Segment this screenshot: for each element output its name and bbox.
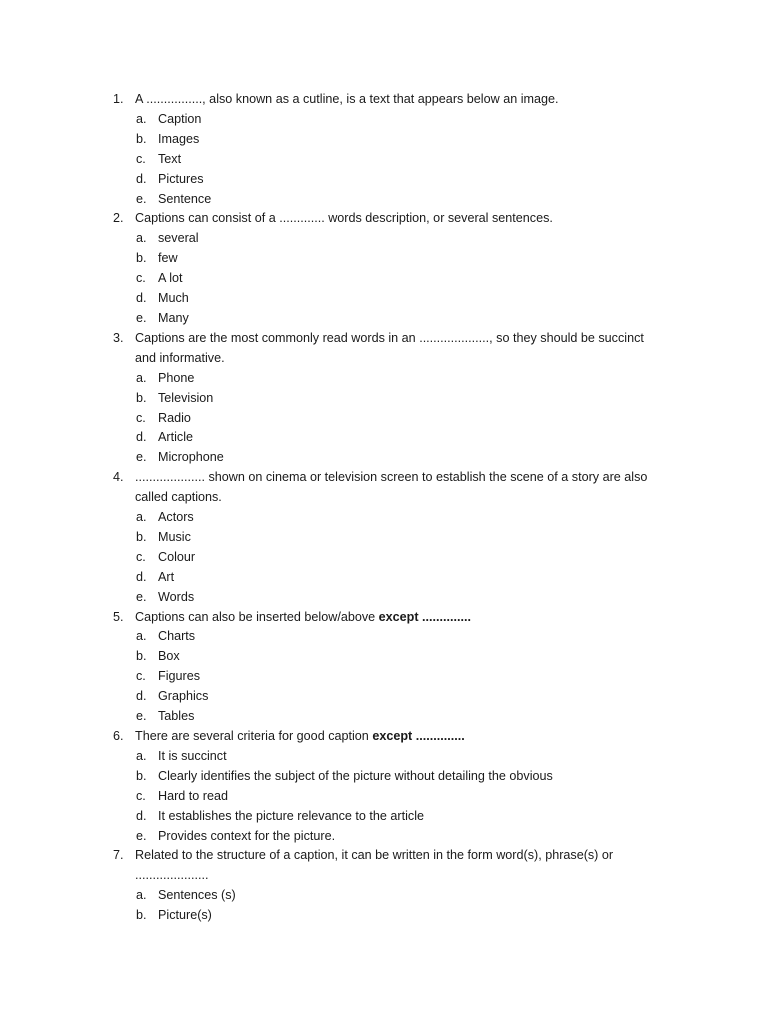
answer-option <box>0 190 768 210</box>
option-letter: a. <box>136 888 147 903</box>
answer-option <box>0 627 768 647</box>
question-text-main: Captions can also be inserted below/above <box>135 609 379 624</box>
option-letter: b. <box>136 390 147 405</box>
answer-option <box>0 667 768 687</box>
option-text: Text <box>158 151 182 166</box>
question-list <box>0 90 768 926</box>
question-number: 5. <box>113 609 124 624</box>
answer-option <box>0 389 768 409</box>
option-text: It is succinct <box>158 748 227 763</box>
option-text: Words <box>158 589 195 604</box>
answer-option <box>0 767 768 787</box>
question-stem <box>0 846 768 886</box>
option-text: A lot <box>158 271 183 286</box>
option-letter: c. <box>136 151 146 166</box>
question-stem <box>0 209 768 229</box>
answer-option <box>0 428 768 448</box>
question-6 <box>0 727 768 846</box>
answer-option <box>0 787 768 807</box>
option-text: few <box>158 251 178 266</box>
answer-option <box>0 309 768 329</box>
answer-option <box>0 747 768 767</box>
option-letter: b. <box>136 251 147 266</box>
answer-option <box>0 289 768 309</box>
question-text <box>135 90 665 110</box>
option-text: Images <box>158 131 200 146</box>
option-text: Sentences (s) <box>158 888 236 903</box>
question-7 <box>0 846 768 926</box>
option-text: Colour <box>158 549 196 564</box>
question-text-main: Captions are the most commonly read words in an ...................., so they should be succinct and informative. <box>135 330 648 365</box>
option-letter: a. <box>136 370 147 385</box>
option-letter: c. <box>136 271 146 286</box>
question-text <box>135 727 665 747</box>
option-text: Pictures <box>158 171 204 186</box>
answer-option <box>0 807 768 827</box>
option-text: Tables <box>158 709 195 724</box>
option-text: It establishes the picture relevance to the article <box>158 808 425 823</box>
answer-option <box>0 647 768 667</box>
option-letter: a. <box>136 231 147 246</box>
answer-option <box>0 906 768 926</box>
option-text: Radio <box>158 410 191 425</box>
question-number: 1. <box>113 92 124 106</box>
option-letter: e. <box>136 589 147 604</box>
question-text <box>135 846 665 886</box>
answer-option <box>0 170 768 190</box>
question-text-emphasis: except .............. <box>372 729 465 743</box>
answer-option <box>0 130 768 150</box>
option-letter: d. <box>136 291 147 306</box>
option-letter: a. <box>136 629 147 644</box>
question-5 <box>0 608 768 727</box>
answer-option <box>0 249 768 269</box>
option-text: Article <box>158 430 193 445</box>
option-text: Graphics <box>158 689 209 704</box>
option-text: Television <box>158 390 214 405</box>
option-letter: c. <box>136 788 146 803</box>
question-stem <box>0 90 768 110</box>
answer-options <box>0 229 768 329</box>
question-1 <box>0 90 768 209</box>
answer-option <box>0 548 768 568</box>
question-text <box>135 329 665 369</box>
answer-option <box>0 229 768 249</box>
question-text-main: There are several criteria for good caption <box>135 729 373 743</box>
question-stem <box>0 468 768 508</box>
answer-option <box>0 110 768 130</box>
question-number: 2. <box>113 211 124 226</box>
question-stem <box>0 329 768 369</box>
option-letter: e. <box>136 191 147 206</box>
option-text: Picture(s) <box>158 908 212 923</box>
option-letter: a. <box>136 510 147 525</box>
option-letter: a. <box>136 748 147 763</box>
option-letter: d. <box>136 430 147 445</box>
question-stem <box>0 608 768 628</box>
answer-option <box>0 528 768 548</box>
option-text: Much <box>158 291 189 306</box>
option-text: Microphone <box>158 450 224 465</box>
question-text-main: Captions can consist of a ............. words description, or several sentences. <box>135 211 553 226</box>
question-text-main: .................... shown on cinema or television screen to establish the scene of a story are also called captions. <box>135 470 651 505</box>
question-text-main: Related to the structure of a caption, it can be written in the form word(s), phrase(s) or ..................... <box>135 848 617 883</box>
question-4 <box>0 468 768 607</box>
option-letter: e. <box>136 450 147 465</box>
option-text: Caption <box>158 111 202 126</box>
option-letter: d. <box>136 569 147 584</box>
answer-options <box>0 110 768 210</box>
question-text <box>135 209 665 229</box>
question-number: 3. <box>113 330 124 345</box>
answer-option <box>0 827 768 847</box>
answer-option <box>0 588 768 608</box>
question-stem <box>0 727 768 747</box>
option-letter: e. <box>136 709 147 724</box>
option-letter: b. <box>136 649 147 664</box>
question-text-emphasis: except .............. <box>378 609 472 624</box>
option-letter: b. <box>136 529 147 544</box>
question-text <box>135 468 665 508</box>
answer-option <box>0 568 768 588</box>
option-text: Hard to read <box>158 788 229 803</box>
answer-option <box>0 687 768 707</box>
question-number: 4. <box>113 470 124 485</box>
option-letter: d. <box>136 689 147 704</box>
option-text: Box <box>158 649 180 664</box>
question-2 <box>0 209 768 328</box>
option-text: Art <box>158 569 175 584</box>
answer-option <box>0 269 768 289</box>
option-text: Music <box>158 529 191 544</box>
option-letter: c. <box>136 549 146 564</box>
option-letter: e. <box>136 310 147 325</box>
answer-options <box>0 886 768 926</box>
answer-options <box>0 747 768 847</box>
answer-options <box>0 627 768 727</box>
answer-option <box>0 448 768 468</box>
question-text-main: A ................, also known as a cutline, is a text that appears below an image. <box>135 92 559 106</box>
option-letter: e. <box>136 828 147 843</box>
question-number: 7. <box>113 848 124 863</box>
answer-options <box>0 508 768 608</box>
option-text: several <box>158 231 199 246</box>
answer-option <box>0 886 768 906</box>
answer-options <box>0 369 768 469</box>
answer-option <box>0 409 768 429</box>
answer-option <box>0 150 768 170</box>
option-text: Clearly identifies the subject of the picture without detailing the obvious <box>158 768 553 783</box>
question-3 <box>0 329 768 468</box>
option-letter: c. <box>136 669 146 684</box>
question-text <box>135 608 665 628</box>
option-letter: b. <box>136 768 147 783</box>
option-text: Actors <box>158 510 194 525</box>
option-text: Charts <box>158 629 196 644</box>
option-text: Phone <box>158 370 195 385</box>
option-letter: d. <box>136 171 147 186</box>
question-number: 6. <box>113 729 124 743</box>
option-letter: d. <box>136 808 147 823</box>
option-text: Sentence <box>158 191 212 206</box>
option-text: Many <box>158 310 189 325</box>
answer-option <box>0 508 768 528</box>
answer-option <box>0 707 768 727</box>
answer-option <box>0 369 768 389</box>
option-letter: b. <box>136 908 147 923</box>
option-text: Figures <box>158 669 200 684</box>
option-letter: b. <box>136 131 147 146</box>
option-letter: c. <box>136 410 146 425</box>
option-letter: a. <box>136 111 147 126</box>
option-text: Provides context for the picture. <box>158 828 336 843</box>
